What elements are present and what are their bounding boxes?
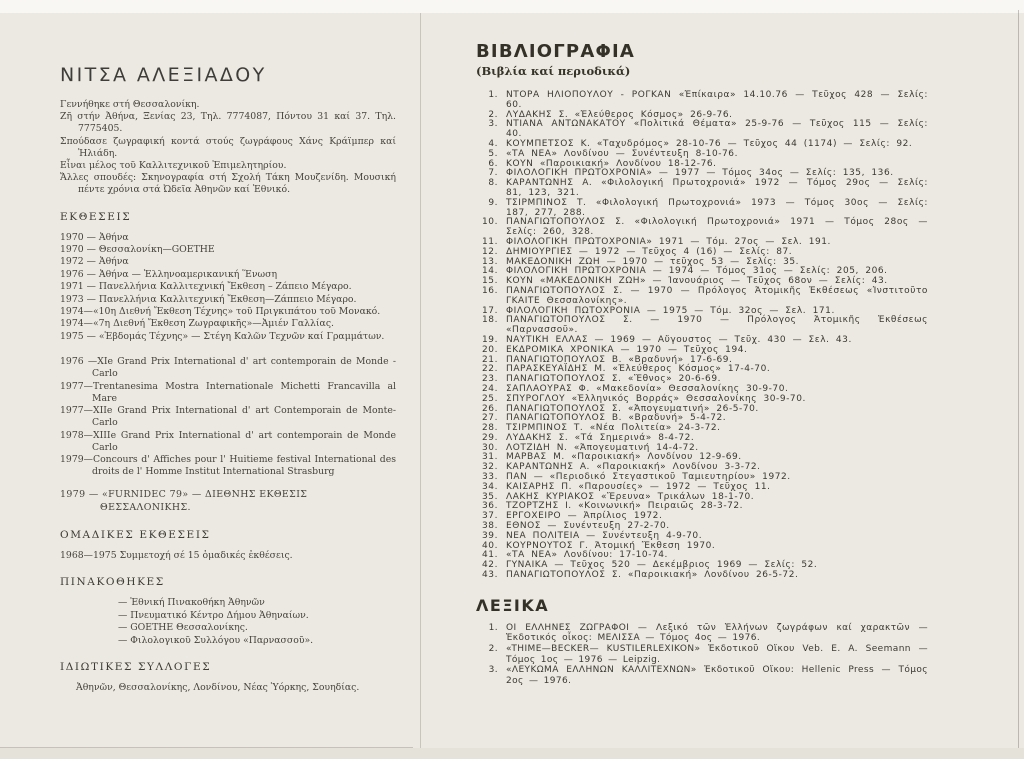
bibliography-entry-text: ΚΟΥΝ «Παροικιακή» Λονδίνου 18-12-76. xyxy=(506,158,717,169)
bibliography-entry-number: 42. xyxy=(482,560,498,571)
page-right-edge xyxy=(1018,10,1019,759)
bibliography-entry-text: ΔΗΜΙΟΥΡΓΙΕΣ — 1972 — Τεῦχος 4 (16) — Σελίς: 87. xyxy=(506,246,793,257)
lexikon-entry xyxy=(476,665,928,686)
bibliography-entry-text: ΛΥΔΑΚΗΣ Σ. «Τά Σημερινά» 8-4-72. xyxy=(506,432,695,443)
artist-name: ΝΙΤΣΑ ΑΛΕΞΙΑΔΟΥ xyxy=(60,64,267,86)
bibliography-entry-text: ΦΙΛΟΛΟΓΙΚΗ ΠΡΩΤΟΧΡΟΝΙΑ» 1971 — Τόμ. 27ος — Σελ. 191. xyxy=(506,236,831,247)
exhibition-entry: 1974—«10η Διεθνή Ἔκθεση Τέχνης» τοῦ Πριγκιπάτου τοῦ Μονακό. xyxy=(60,306,381,318)
bibliography-entry-text: ΕΘΝΟΣ — Συνέντευξη 27-2-70. xyxy=(506,521,670,532)
exhibition-entry: 1974—«7η Διεθνή Ἔκθεση Ζωγραφικῆς»—Ἀμιέν Γαλλίας. xyxy=(60,318,334,330)
lexikon-entry-text: «ΛΕΥΚΩΜΑ ΕΛΛΗΝΩΝ ΚΑΛΛΙΤΕΧΝΩΝ» Ἐκδοτικοῦ Οἴκου: Hellenic Press — Τόμος 2ος — 1976. xyxy=(506,665,928,686)
bibliography-entry-number: 41. xyxy=(482,550,498,561)
bio-section xyxy=(60,99,396,197)
bibliography-entry-text: ΝΤΙΑΝΑ ΑΝΤΩΝΑΚΑΤΟΥ «Πολιτικά Θέματα» 25-9-76 — Τεῦχος 115 — Σελίς: 40. xyxy=(506,119,928,140)
bibliography-entry-number: 33. xyxy=(482,472,498,483)
bibliography-entry-text: ΠΑΝ — «Περιοδικό Στεγαστικοῦ Ταμιευτηρίου» 1972. xyxy=(506,472,791,483)
bibliography-entry-text: «ΤΑ ΝΕΑ» Λονδίνου — Συνέντευξη 8-10-76. xyxy=(506,148,738,159)
bibliography-entry-text: ΣΠΥΡΟΓΛΟΥ «Ἑλληνικός Βορράς» Θεσσαλονίκης 30-9-70. xyxy=(506,393,806,404)
bibliography-entry-number: 39. xyxy=(482,530,498,541)
bibliography-entry-text: ΚΟΥΝ «ΜΑΚΕΔΟΝΙΚΗ ΖΩΗ» — Ἰανουάριος — Τεῦχος 68ον — Σελίς: 43. xyxy=(506,276,888,287)
exhibitions-heading: ΕΚΘΕΣΕΙΣ xyxy=(60,210,132,223)
bibliography-entry-number: 5. xyxy=(488,148,498,159)
bio-line: Ἄλλες σπουδές: Σκηνογραφία στή Σχολή Τάκη Μουζενίδη. Μουσική πέντε χρόνια στά Ὠδεῖα Ἀθηνῶν καί Ἐθνικό. xyxy=(60,172,396,196)
bibliography-entry-text: ΠΑΝΑΓΙΩΤΟΠΟΥΛΟΣ Σ. «Ἔθνος» 20-6-69. xyxy=(506,374,722,385)
international-exhibition-entry: 1978—XIIIe Grand Prix International d' art contemporain de Monde Carlo xyxy=(60,429,396,453)
lexikon-entry-number: 3. xyxy=(488,665,498,676)
bio-line: Γεννήθηκε στή Θεσσαλονίκη. xyxy=(60,99,200,110)
bibliography-entry-number: 19. xyxy=(482,334,498,345)
bibliography-entry-number: 18. xyxy=(482,315,498,326)
bibliography-entry-number: 31. xyxy=(482,452,498,463)
exhibition-entry: 1973 — Πανελλήνια Καλλιτεχνική Ἔκθεση—Ζάππειο Μέγαρο. xyxy=(60,293,357,305)
page-fold-line xyxy=(420,13,421,748)
bibliography-entry-text: ΤΣΙΡΜΠΙΝΟΣ Τ. «Νέα Πολιτεία» 24-3-72. xyxy=(506,423,721,434)
bibliography-entry-text: ΛΑΚΗΣ ΚΥΡΙΑΚΟΣ «Ἔρευνα» Τρικάλων 18-1-70. xyxy=(506,491,755,502)
bibliography-entry-number: 35. xyxy=(482,491,498,502)
international-exhibitions-list xyxy=(60,356,396,478)
bibliography-entry-text: ΤΖΟΡΤΖΗΣ Ι. «Κοινωνική» Πειραιῶς 28-3-72. xyxy=(506,501,744,512)
private-collections-line: Ἀθηνῶν, Θεσσαλονίκης, Λονδίνου, Νέας Ὑόρκης, Σουηδίας. xyxy=(76,681,360,693)
bibliography-entry xyxy=(476,179,928,199)
bibliography-entry-number: 16. xyxy=(482,285,498,296)
bibliography-entry-number: 15. xyxy=(482,276,498,287)
lexikon-entry xyxy=(476,623,928,644)
scan-top-edge xyxy=(0,0,1024,13)
bibliography-entry-number: 43. xyxy=(482,570,498,581)
lexikon-entry-number: 1. xyxy=(488,622,498,633)
bibliography-entry-text: ΦΙΛΟΛΟΓΙΚΗ ΠΩΤΟΧΡΟΝΙΑ — 1975 — Τόμ. 32ος — Σελ. 171. xyxy=(506,305,835,316)
bibliography-entry-number: 37. xyxy=(482,511,498,522)
bibliography-entry xyxy=(476,199,928,219)
bibliography-entry-text: ΦΙΛΟΛΟΓΙΚΗ ΠΡΩΤΟΧΡΟΝΙΑ — 1974 — Τόμος 31ος — Σελίς: 205, 206. xyxy=(506,266,888,277)
bibliography-list xyxy=(476,91,928,581)
bibliography-entry-text: ΕΚΔΡΟΜΙΚΑ ΧΡΟΝΙΚΑ — 1970 — Τεῦχος 194. xyxy=(506,344,748,355)
lexika-heading: ΛΕΞΙΚΑ xyxy=(476,595,550,615)
bio-line: Ζῆ στήν Ἀθήνα, Ξενίας 23, Τηλ. 7774087, Πόντου 31 καί 37. Τηλ. 7775405. xyxy=(60,111,396,135)
bibliography-entry-text: ΠΑΝΑΓΙΩΤΟΠΟΥΛΟΣ Σ. «Φιλολογική Πρωτοχρονιά» 1971 — Τόμος 28ος — Σελίς: 260, 328. xyxy=(506,217,928,238)
exhibition-entry: 1976 — Ἀθήνα — Ἑλληνοαμερικανική Ἕνωση xyxy=(60,268,278,280)
furnidec-line: 1979 — «FURNIDEC 79» — ΔΙΕΘΝΗΣ ΕΚΘΕΣΙΣ xyxy=(60,489,308,501)
bibliography-entry xyxy=(476,120,928,140)
lexikon-entry xyxy=(476,644,928,665)
bibliography-entry-number: 25. xyxy=(482,393,498,404)
bibliography-entry-number: 7. xyxy=(488,168,498,179)
furnidec-entry xyxy=(60,489,396,515)
bibliography-entry-number: 24. xyxy=(482,383,498,394)
bibliography-entry-number: 36. xyxy=(482,501,498,512)
bibliography-entry-number: 38. xyxy=(482,521,498,532)
bio-line: Εἶναι μέλος τοῦ Καλλιτεχνικοῦ Ἐπιμελητηρίου. xyxy=(60,160,287,172)
bibliography-entry-number: 40. xyxy=(482,540,498,551)
international-exhibition-entry: 1977—Trentanesima Mostra Internationale Michetti Francavilla al Mare xyxy=(60,380,396,404)
bibliography-entry-number: 2. xyxy=(488,109,498,120)
lexikon-entry-number: 2. xyxy=(488,644,498,655)
bibliography-entry-number: 20. xyxy=(482,344,498,355)
bibliography-entry-number: 3. xyxy=(488,119,498,130)
bibliography-entry-text: ΝΤΟΡΑ ΗΛΙΟΠΟΥΛΟΥ - ΡΟΓΚΑΝ «Ἐπίκαιρα» 14.10.76 — Τεῦχος 428 — Σελίς: 60. xyxy=(506,90,928,110)
international-exhibition-entry: 1979—Concours d' Affiches pour l' Huitieme festival International des droits de l' Homme Institut International Strasburg xyxy=(60,453,396,478)
bibliography-entry-text: ΜΑΡΒΑΣ Μ. «Παροικιακή» Λονδίνου 12-9-69. xyxy=(506,452,742,463)
gallery-entry: — Ἐθνική Πινακοθήκη Ἀθηνῶν xyxy=(118,597,265,609)
bibliography-entry-number: 21. xyxy=(482,354,498,365)
bibliography-entry-text: ΚΑΡΑΝΤΩΝΗΣ Α. «Παροικιακή» Λονδίνου 3-3-72. xyxy=(506,462,761,473)
bibliography-entry-text: ΠΑΝΑΓΙΩΤΟΠΟΥΛΟΣ Σ. «Παροικιακή» Λονδίνου 26-5-72. xyxy=(506,570,799,581)
bibliography-entry-number: 8. xyxy=(488,178,498,189)
bibliography-entry-text: ΤΣΙΡΜΠΙΝΟΣ Τ. «Φιλολογική Πρωτοχρονιά» 1973 — Τόμος 30ος — Σελίς: 187, 277, 288. xyxy=(506,197,928,218)
bibliography-entry-number: 22. xyxy=(482,364,498,375)
international-exhibition-entry: 1977—XIIe Grand Prix International d' art Contemporain de Monte-Carlo xyxy=(60,405,396,429)
bibliography-entry-text: ΦΙΛΟΛΟΓΙΚΗ ΠΡΩΤΟΧΡΟΝΙΑ» — 1977 — Τόμος 34ος — Σελίς: 135, 136. xyxy=(506,168,894,179)
bibliography-entry-text: «ΤΑ ΝΕΑ» Λονδίνου: 17-10-74. xyxy=(506,550,668,561)
bibliography-entry-text: ΠΑΝΑΓΙΩΤΟΠΟΥΛΟΣ Β. «Βραδυνή» 17-6-69. xyxy=(506,354,733,365)
exhibition-entry: 1970 — Θεσσαλονίκη—GOETHE xyxy=(60,244,215,256)
gallery-entry: — Φιλολογικοῦ Συλλόγου «Παρνασσοῦ». xyxy=(118,634,314,646)
bibliography-entry xyxy=(476,316,928,336)
bibliography-entry-number: 4. xyxy=(488,138,498,149)
scan-bottom-edge xyxy=(0,748,1024,759)
bibliography-entry-text: ΠΑΡΑΣΚΕΥΑΪΔΗΣ Μ. «Ἐλεύθερος Κόσμος» 17-4-70. xyxy=(506,364,771,375)
exhibitions-list xyxy=(60,232,396,344)
bibliography-entry-text: ΚΟΥΜΠΕΤΣΟΣ Κ. «Ταχυδρόμος» 28-10-76 — Τεῦχος 44 (1174) — Σελίς: 92. xyxy=(506,138,913,149)
lexikon-entry-text: «THIME—BECKER— KUSTILERLEXIKON» Ἐκδοτικοῦ Οἴκου Veb. E. A. Seemann — Τόμος 1ος — 1976 — Leipzig. xyxy=(506,644,928,665)
exhibition-entry: 1970 — Ἀθήνα xyxy=(60,231,129,243)
bibliography-entry-text: ΛΥΔΑΚΗΣ Σ. «Ἐλεύθερος Κόσμος» 26-9-76. xyxy=(506,109,733,120)
bibliography-entry-number: 12. xyxy=(482,246,498,257)
gallery-entry: — GOETHE Θεσσαλονίκης. xyxy=(118,622,248,634)
lexika-list xyxy=(476,623,928,687)
bibliography-entry-number: 11. xyxy=(482,236,498,247)
bibliography-entry-number: 9. xyxy=(488,197,498,208)
bibliography-entry-text: ΚΟΥΡΝΟΥΤΟΣ Γ. Ἀτομική Ἔκθεση 1970. xyxy=(506,540,716,551)
bibliography-entry-number: 27. xyxy=(482,413,498,424)
exhibition-entry: 1972 — Ἀθήνα xyxy=(60,256,129,268)
bibliography-heading: ΒΙΒΛΙΟΓΡΑΦΙΑ xyxy=(476,41,635,62)
gallery-entry: — Πνευματικό Κέντρο Δήμου Ἀθηναίων. xyxy=(118,609,309,621)
bibliography-entry-text: ΝΕΑ ΠΟΛΙΤΕΙΑ — Συνέντευξη 4-9-70. xyxy=(506,530,703,541)
right-page xyxy=(476,42,928,686)
bibliography-entry-text: ΠΑΝΑΓΙΩΤΟΠΟΥΛΟΣ Σ. — 1970 — Πρόλογος Ἀτομικῆς Ἐκθέσεως «Ἰνστιτοῦτο ΓΚΑΙΤΕ Θεσσαλονίκης». xyxy=(506,285,928,306)
bio-line: Σπούδασε ζωγραφική κοντά στούς ζωγράφους Χάνς Κράϊμπερ καί Ἠλιάδη. xyxy=(60,135,396,159)
bibliography-entry xyxy=(476,91,928,111)
furnidec-line: ΘΕΣΣΑΛΟΝΙΚΗΣ. xyxy=(100,502,191,514)
bibliography-entry-text: ΠΑΝΑΓΙΩΤΟΠΟΥΛΟΣ Σ. «Ἀπογευματινή» 26-5-70. xyxy=(506,403,759,414)
bibliography-entry-text: ΕΡΓΟΧΕΙΡΟ — Ἀπρίλιος 1972. xyxy=(506,511,663,522)
bibliography-entry xyxy=(476,287,928,307)
bibliography-entry-number: 1. xyxy=(488,90,498,100)
bibliography-entry-number: 32. xyxy=(482,462,498,473)
bibliography-entry-text: ΝΑΥΤΙΚΗ ΕΛΛΑΣ — 1969 — Αὔγουστος — Τεῦχ. 430 — Σελ. 43. xyxy=(506,334,852,345)
bibliography-entry-text: ΠΑΝΑΓΙΩΤΟΠΟΥΛΟΣ Σ. — 1970 — Πρόλογος Ἀτομικῆς Ἐκθέσεως «Παρνασσοῦ». xyxy=(506,315,928,336)
bibliography-entry xyxy=(476,218,928,238)
bibliography-entry-text: ΠΑΝΑΓΙΩΤΟΠΟΥΛΟΣ Β. «Βραδυνή» 5-4-72. xyxy=(506,413,727,424)
bibliography-entry-number: 30. xyxy=(482,442,498,453)
left-page xyxy=(60,64,396,694)
bibliography-entry-text: ΚΑΡΑΝΤΩΝΗΣ Α. «Φιλολογική Πρωτοχρονιά» 1972 — Τόμος 29ος — Σελίς: 81, 123, 321. xyxy=(506,178,928,198)
group-exhibitions-heading: ΟΜΑΔΙΚΕΣ ΕΚΘΕΣΕΙΣ xyxy=(60,528,211,541)
bibliography-entry-number: 17. xyxy=(482,305,498,316)
bibliography-entry-number: 13. xyxy=(482,256,498,267)
bibliography-entry-text: ΣΑΠΛΑΟΥΡΑΣ Φ. «Μακεδονία» Θεσσαλονίκης 30-9-70. xyxy=(506,383,789,394)
bibliography-entry xyxy=(476,571,928,581)
bibliography-entry-number: 10. xyxy=(482,217,498,228)
galleries-heading: ΠΙΝΑΚΟΘΗΚΕΣ xyxy=(60,576,165,589)
galleries-list xyxy=(118,597,396,647)
private-collections-heading: ΙΔΙΩΤΙΚΕΣ ΣΥΛΛΟΓΕΣ xyxy=(60,660,212,673)
bibliography-subtitle: (Βιβλία καί περιοδικά) xyxy=(476,64,631,78)
bibliography-entry-number: 34. xyxy=(482,481,498,492)
group-exhibitions-line: 1968—1975 Συμμετοχή σέ 15 ὁμαδικές ἐκθέσεις. xyxy=(60,549,293,561)
bibliography-entry-text: ΛΟΤΖΙΔΗ Ν. «Ἀπογευματινή 14-4-72. xyxy=(506,442,699,453)
bibliography-entry-number: 26. xyxy=(482,403,498,414)
bibliography-entry-text: ΓΥΝΑΙΚΑ — Τεῦχος 520 — Δεκέμβριος 1969 — Σελίς: 52. xyxy=(506,560,818,571)
exhibition-entry: 1971 — Πανελλήνια Καλλιτεχνική Ἔκθεση – Ζάπειο Μέγαρο. xyxy=(60,281,352,293)
bibliography-entry-text: ΚΑΙΣΑΡΗΣ Π. «Παρουσίες» — 1972 — Τεῦχος 11. xyxy=(506,481,771,492)
bibliography-entry-number: 23. xyxy=(482,374,498,385)
bibliography-entry-text: ΜΑΚΕΔΟΝΙΚΗ ΖΩΗ — 1970 — τεῦχος 53 — Σελίς: 35. xyxy=(506,256,800,267)
international-exhibition-entry: 1976 —XIe Grand Prix International d' art contemporain de Monde - Carlo xyxy=(60,356,396,380)
exhibition-entry: 1975 — «Ἑβδομάς Τέχνης» — Στέγη Καλῶν Τεχνῶν καί Γραμμάτων. xyxy=(60,330,385,342)
bibliography-entry-number: 14. xyxy=(482,266,498,277)
lexikon-entry-text: ΟΙ ΕΛΛΗΝΕΣ ΖΩΓΡΑΦΟΙ — Λεξικό τῶν Ἑλλήνων ζωγράφων καί χαρακτῶν — Ἐκδοτικός οἶκος: ΜΕΛΙΣΣΑ — Τόμος 4ος — 1976. xyxy=(506,622,928,644)
bibliography-entry-number: 28. xyxy=(482,423,498,434)
bibliography-entry-number: 6. xyxy=(488,158,498,169)
bibliography-entry-number: 29. xyxy=(482,432,498,443)
